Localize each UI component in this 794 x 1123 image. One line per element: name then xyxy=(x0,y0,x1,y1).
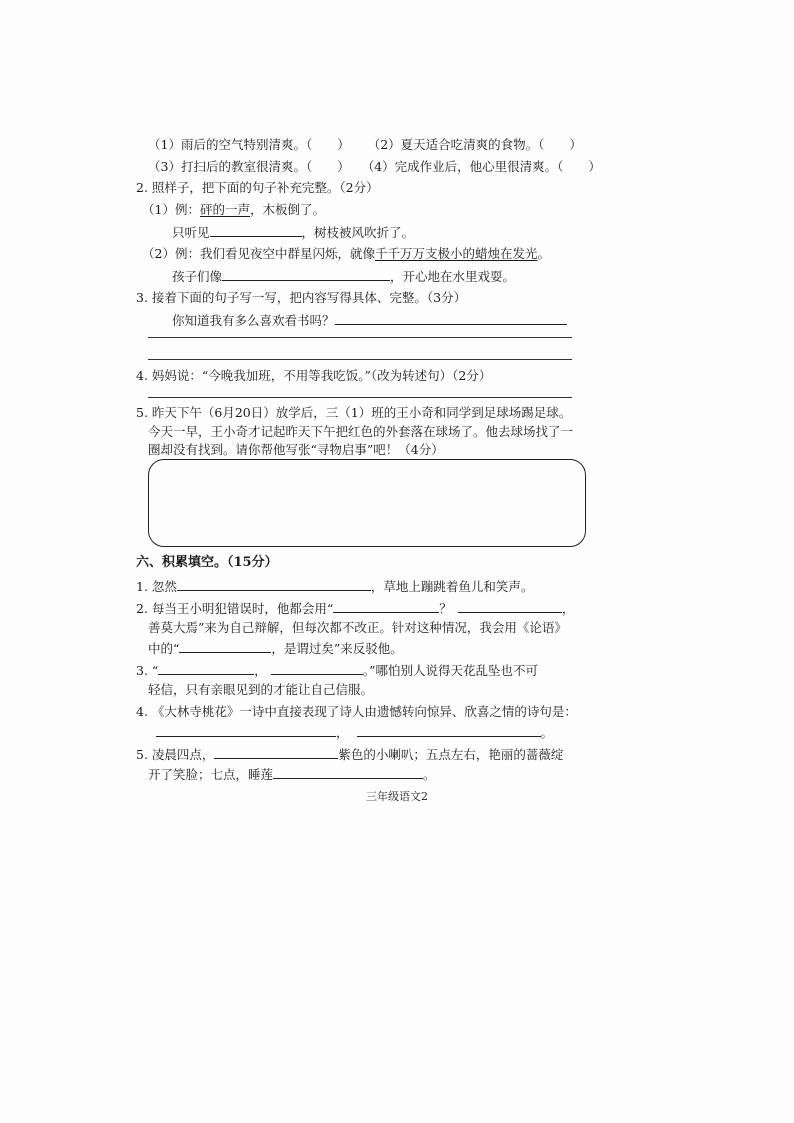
q2-blank-1[interactable] xyxy=(210,224,302,237)
q2-example-1: （1）例：砰的一声，木板倒了。 xyxy=(142,202,325,217)
s6-item-1: 1. 忽然 ，草地上蹦跳着鱼儿和笑声。 xyxy=(136,579,534,594)
s6-item-3-blank-1[interactable] xyxy=(158,662,254,675)
s6-item-5-line-2: 开了笑脸；七点，睡莲 。 xyxy=(148,767,436,782)
q2-title: 2. 照样子，把下面的句子补充完整。（2分） xyxy=(136,180,379,195)
s6-item-5-blank-1[interactable] xyxy=(214,746,338,759)
page-footer: 三年级语文2 xyxy=(366,790,428,803)
q1-item-4: （4）完成作业后，他心里很清爽。（ ） xyxy=(361,159,601,174)
s6-item-4-line-1: 4. 《大林寺桃花》一诗中直接表现了诗人由遗憾转向惊异、欣喜之情的诗句是： xyxy=(136,704,577,719)
q2-blank-2[interactable] xyxy=(222,268,390,281)
s6-item-4-blank-2[interactable] xyxy=(357,724,541,737)
s6-item-2-line-2: 善莫大焉”来为自己辩解，但每次都不改正。针对这种情况，我会用《论语》 xyxy=(148,620,567,635)
q5-line-2: 今天一早，王小奇才记起昨天下午把红色的外套落在球场了。他去球场找了一 xyxy=(148,424,574,439)
q2-example-2: （2）例：我们看见夜空中群星闪烁，就像千千万万支极小的蜡烛在发光。 xyxy=(142,246,550,261)
q1-item-3: （3）打扫后的教室很清爽。（ ） xyxy=(148,159,350,174)
q1-item-1: （1）雨后的空气特别清爽。（ ） xyxy=(148,137,350,152)
q3-answer-line-2[interactable] xyxy=(148,359,572,360)
s6-item-3-blank-2[interactable] xyxy=(271,662,363,675)
q3-answer-line-1[interactable] xyxy=(148,337,572,338)
q2-example-1-underlined: 砰的一声 xyxy=(199,202,250,217)
q2-fill-2: 孩子们像 ，开心地在水里戏耍。 xyxy=(172,269,516,284)
s6-item-1-blank[interactable] xyxy=(177,578,371,591)
q2-example-2-underlined: 千千万万支极小的蜡烛在发光 xyxy=(374,246,538,261)
section-6-title: 六、积累填空。（15分） xyxy=(136,555,278,570)
s6-item-2-line-1: 2. 每当王小明犯错误时，他都会用“ ？ ， xyxy=(136,601,575,616)
q1-row-1 xyxy=(148,137,582,153)
s6-item-2-line-3: 中的“ ，是谓过矣”来反驳他。 xyxy=(148,641,403,656)
s6-item-2-blank-2[interactable] xyxy=(458,600,562,613)
s6-item-4-line-2: ， 。 xyxy=(156,724,553,741)
s6-item-3-line-2: 轻信，只有亲眼见到的才能让自己信服。 xyxy=(148,682,374,697)
q3-blank-inline[interactable] xyxy=(335,312,567,325)
q5-line-3: 圈却没有找到。请你帮他写张“寻物启事”吧！（4分） xyxy=(148,442,444,457)
q5-answer-box[interactable] xyxy=(148,459,586,547)
q2-fill-1: 只听见 ，树枝被风吹折了。 xyxy=(172,225,415,240)
s6-item-2-blank-3[interactable] xyxy=(179,640,271,653)
q4-title: 4. 妈妈说：“今晚我加班，不用等我吃饭。”（改为转述句）（2分） xyxy=(136,368,492,383)
s6-item-5-line-1: 5. 凌晨四点， 紫色的小喇叭；五点左右，艳丽的蔷薇绽 xyxy=(136,747,564,762)
q1-item-2: （2）夏天适合吃清爽的食物。（ ） xyxy=(367,137,582,152)
s6-item-2-blank-1[interactable] xyxy=(333,600,439,613)
q5-line-1: 5. 昨天下午（6月20日）放学后，三（1）班的王小奇和同学到足球场踢足球。 xyxy=(136,405,572,420)
q1-row-2 xyxy=(148,159,601,175)
q3-title: 3. 接着下面的句子写一写，把内容写得具体、完整。（3分） xyxy=(136,290,467,305)
s6-item-5-blank-2[interactable] xyxy=(273,766,423,779)
s6-item-4-blank-1[interactable] xyxy=(156,724,336,737)
s6-item-3-line-1: 3. “ ， 。”哪怕别人说得天花乱坠也不可 xyxy=(136,663,538,678)
q4-answer-line[interactable] xyxy=(148,397,572,398)
q3-prompt: 你知道我有多么喜欢看书吗？ xyxy=(172,312,567,329)
